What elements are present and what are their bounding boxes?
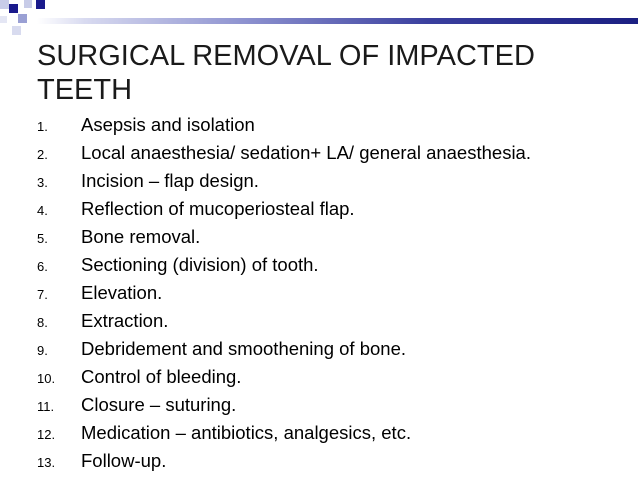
step-text: Extraction.	[81, 310, 169, 331]
slide-title: SURGICAL REMOVAL OF IMPACTED TEETH	[37, 40, 535, 106]
step-text: Asepsis and isolation	[81, 114, 255, 135]
step-number: 5.	[37, 231, 48, 246]
list-item	[37, 310, 632, 338]
decorative-square	[12, 26, 21, 35]
list-item	[37, 366, 632, 394]
step-number: 7.	[37, 287, 48, 302]
list-item	[37, 198, 632, 226]
step-number: 8.	[37, 315, 48, 330]
decorative-square	[24, 0, 32, 8]
list-item	[37, 170, 632, 198]
list-item	[37, 254, 632, 282]
list-item	[37, 338, 632, 366]
step-number: 9.	[37, 343, 48, 358]
step-text: Reflection of mucoperiosteal flap.	[81, 198, 355, 219]
step-text: Debridement and smoothening of bone.	[81, 338, 406, 359]
list-item	[37, 226, 632, 254]
list-item	[37, 450, 632, 478]
step-text: Medication – antibiotics, analgesics, etc.	[81, 422, 412, 443]
list-item	[37, 142, 632, 170]
step-number: 4.	[37, 203, 48, 218]
step-number: 1.	[37, 119, 48, 134]
decorative-square	[18, 14, 27, 23]
step-number: 2.	[37, 147, 48, 162]
step-text: Incision – flap design.	[81, 170, 259, 191]
step-text: Local anaesthesia/ sedation+ LA/ general anaesthesia.	[81, 142, 531, 163]
title-accent-bar	[37, 18, 638, 24]
step-text: Closure – suturing.	[81, 394, 237, 415]
step-number: 11.	[37, 399, 55, 414]
list-item	[37, 282, 632, 310]
step-text: Elevation.	[81, 282, 163, 303]
decorative-square	[0, 0, 9, 9]
step-number: 6.	[37, 259, 48, 274]
step-text: Follow-up.	[81, 450, 167, 471]
step-text: Sectioning (division) of tooth.	[81, 254, 319, 275]
decorative-square	[9, 4, 18, 13]
step-number: 12.	[37, 427, 56, 442]
step-text: Bone removal.	[81, 226, 201, 247]
step-number: 10.	[37, 371, 56, 386]
steps-list	[37, 114, 632, 478]
step-text: Control of bleeding.	[81, 366, 242, 387]
decorative-square	[0, 16, 7, 23]
list-item	[37, 422, 632, 450]
list-item	[37, 114, 632, 142]
step-number: 13.	[37, 455, 56, 470]
step-number: 3.	[37, 175, 48, 190]
decorative-square	[36, 0, 45, 9]
list-item	[37, 394, 632, 422]
